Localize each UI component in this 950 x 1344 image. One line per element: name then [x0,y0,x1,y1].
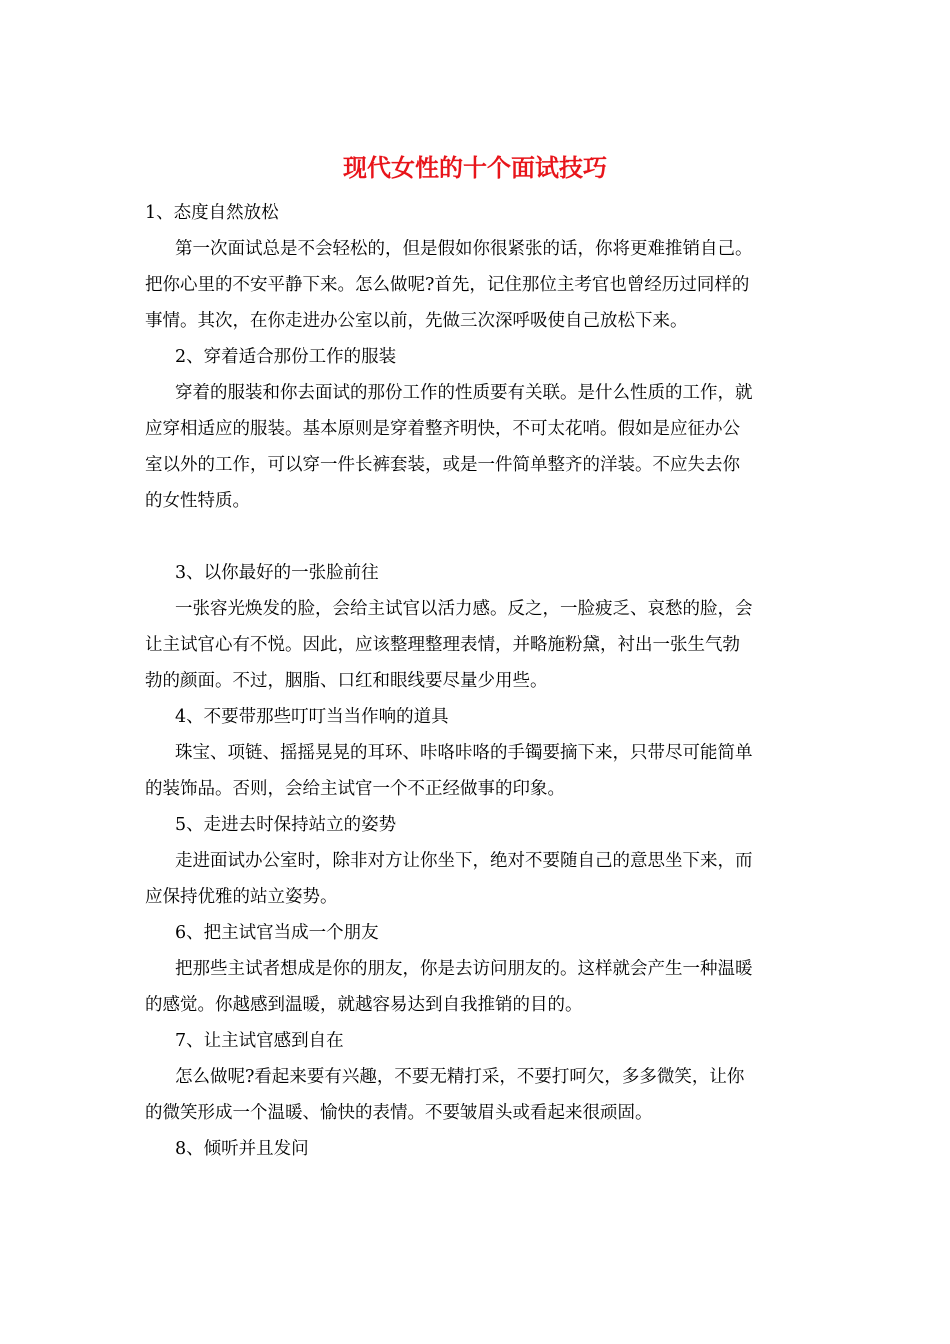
text-line: 的微笑形成一个温暖、愉快的表情。不要皱眉头或看起来很顽固。 [145,1103,653,1123]
text-line: 5、走进去时保持站立的姿势 [175,815,397,835]
text-line: 怎么做呢?看起来要有兴趣，不要无精打采，不要打呵欠，多多微笑，让你 [175,1067,745,1087]
text-line: 珠宝、项链、摇摇晃晃的耳环、咔咯咔咯的手镯要摘下来，只带尽可能简单 [175,743,753,763]
text-line: 应穿相适应的服装。基本原则是穿着整齐明快，不可太花哨。假如是应征办公 [145,419,740,439]
text-line: 室以外的工作，可以穿一件长裤套装，或是一件简单整齐的洋装。不应失去你 [145,455,740,475]
text-line: 8、倾听并且发问 [175,1139,309,1159]
text-line: 2、穿着适合那份工作的服装 [175,347,397,367]
text-line: 的感觉。你越感到温暖，就越容易达到自我推销的目的。 [145,995,583,1015]
document-body [145,195,810,1167]
text-line: 6、把主试官当成一个朋友 [175,923,379,943]
document-title: 现代女性的十个面试技巧 [343,153,607,182]
text-line: 勃的颜面。不过，胭脂、口红和眼线要尽量少用些。 [145,671,548,691]
text-line: 应保持优雅的站立姿势。 [145,887,338,907]
text-line: 4、不要带那些叮叮当当作响的道具 [175,707,449,727]
text-line: 1、态度自然放松 [145,203,279,223]
text-line: 3、以你最好的一张脸前往 [175,563,379,583]
text-line: 穿着的服装和你去面试的那份工作的性质要有关联。是什么性质的工作，就 [175,383,753,403]
text-line: 把你心里的不安平静下来。怎么做呢?首先，记住那位主考官也曾经历过同样的 [145,275,750,295]
text-line: 的装饰品。否则，会给主试官一个不正经做事的印象。 [145,779,565,799]
text-line: 第一次面试总是不会轻松的，但是假如你很紧张的话，你将更难推销自己。 [175,239,753,259]
text-line: 把那些主试者想成是你的朋友，你是去访问朋友的。这样就会产生一种温暖 [175,959,753,979]
text-line: 一张容光焕发的脸，会给主试官以活力感。反之，一脸疲乏、哀愁的脸，会 [175,599,753,619]
text-line: 的女性特质。 [145,491,250,511]
text-line: 让主试官心有不悦。因此，应该整理整理表情，并略施粉黛，衬出一张生气勃 [145,635,740,655]
blank-line [145,519,810,555]
text-line: 事情。其次，在你走进办公室以前，先做三次深呼吸使自己放松下来。 [145,311,688,331]
text-line: 7、让主试官感到自在 [175,1031,344,1051]
text-line: 走进面试办公室时，除非对方让你坐下，绝对不要随自己的意思坐下来，而 [175,851,753,871]
